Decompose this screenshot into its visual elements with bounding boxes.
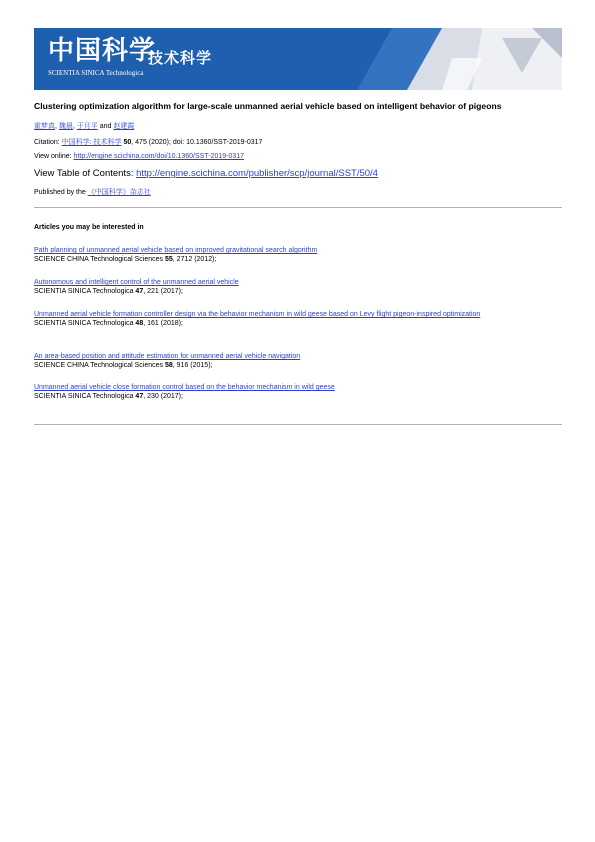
- related-article-volume: 47: [135, 288, 144, 295]
- related-article: [34, 246, 554, 264]
- related-articles-heading: Articles you may be interested in: [34, 224, 144, 231]
- journal-subtitle: 技术科学: [148, 49, 213, 67]
- publisher-link[interactable]: 《中国科学》杂志社: [87, 189, 151, 196]
- divider: [34, 424, 562, 425]
- related-article: [34, 383, 554, 401]
- view-online-label: View online:: [34, 153, 74, 160]
- journal-banner: [34, 28, 562, 90]
- author-link[interactable]: 赵建霞: [113, 123, 135, 130]
- published-line: [34, 187, 151, 197]
- divider: [34, 207, 562, 208]
- journal-english-name: SCIENTIA SINICA Technologica: [48, 69, 144, 77]
- toc-link[interactable]: http://engine.scichina.com/publisher/scp/journal/SST/50/4: [136, 168, 378, 179]
- related-article-citation: [34, 255, 554, 264]
- related-article-title-link[interactable]: Unmanned aerial vehicle formation controller design via the behavior mechanism in wild geese based on Levy flight pigeon-inspired optimization: [34, 311, 481, 318]
- related-article-journal: SCIENTIA SINICA Technologica: [34, 320, 136, 327]
- related-article-citation: [34, 361, 554, 370]
- related-article: [34, 278, 554, 296]
- citation-journal-link[interactable]: 中国科学: 技术科学: [61, 139, 122, 146]
- related-article-journal: SCIENCE CHINA Technological Sciences: [34, 362, 165, 369]
- journal-logo: 中国科学: [48, 36, 157, 66]
- related-article-volume: 47: [135, 393, 144, 400]
- related-article-citation: [34, 319, 554, 328]
- published-label: Published by the: [34, 189, 88, 196]
- author-and: and: [97, 123, 114, 130]
- related-article-citation: [34, 287, 554, 296]
- citation-details: , 475 (2020); doi: 10.1360/SST-2019-0317: [131, 139, 263, 146]
- citation-volume: 50: [123, 139, 132, 146]
- author-list: [34, 121, 134, 131]
- related-article-details: , 161 (2018);: [143, 320, 183, 327]
- toc-label: View Table of Contents:: [34, 168, 137, 179]
- banner-decoration: [332, 28, 562, 90]
- related-article-journal: SCIENCE CHINA Technological Sciences: [34, 256, 165, 263]
- related-article-title-link[interactable]: Unmanned aerial vehicle close formation control based on the behavior mechanism in wild geese: [34, 384, 335, 391]
- related-article-volume: 48: [135, 320, 144, 327]
- related-article-journal: SCIENTIA SINICA Technologica: [34, 393, 136, 400]
- author-separator: ,: [55, 123, 59, 130]
- author-separator: ,: [72, 123, 77, 130]
- related-article-details: , 916 (2015);: [172, 362, 213, 369]
- related-article-title-link[interactable]: Path planning of unmanned aerial vehicle based on improved gravitational search algorithm: [34, 247, 318, 254]
- related-article-details: , 2712 (2012);: [172, 256, 217, 263]
- related-article-title-link[interactable]: An area-based position and attitude estimation for unmanned aerial vehicle navigation: [34, 353, 301, 360]
- related-article: [34, 352, 554, 370]
- citation-label: Citation:: [34, 139, 62, 146]
- citation-line: [34, 137, 262, 147]
- view-online-line: [34, 153, 244, 160]
- related-article-journal: SCIENTIA SINICA Technologica: [34, 288, 136, 295]
- view-online-link[interactable]: http://engine.scichina.com/doi/10.1360/SST-2019-0317: [73, 153, 245, 160]
- author-link[interactable]: 魏晨: [58, 123, 73, 130]
- related-article-title-link[interactable]: Autonomous and intelligent control of the unmanned aerial vehicle: [34, 279, 239, 286]
- related-article-details: , 230 (2017);: [143, 393, 183, 400]
- related-article: [34, 310, 554, 328]
- related-article-citation: [34, 392, 554, 401]
- author-link[interactable]: 于月平: [76, 123, 98, 130]
- article-title: Clustering optimization algorithm for large-scale unmanned aerial vehicle based on intelligent behavior of pigeons: [34, 101, 502, 111]
- toc-line: [34, 168, 378, 179]
- related-article-volume: 58: [164, 362, 173, 369]
- related-article-details: , 221 (2017);: [143, 288, 183, 295]
- author-link[interactable]: 霍梦真: [34, 123, 55, 130]
- related-article-volume: 55: [164, 256, 173, 263]
